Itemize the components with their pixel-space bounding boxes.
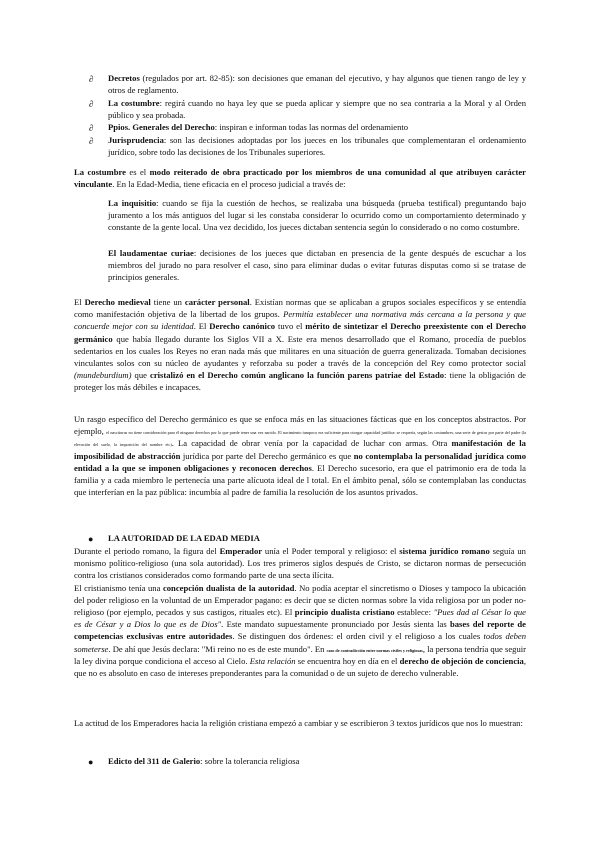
paragraph-laudamentae: El laudamentae curiae: decisiones de los jueces que dictaban en presencia de la gente después de escuchar a los miembros del jurado no para resolver el caso, sino para eliminar dudas o evitar futuras disputas como si se tratase de principios generales. [108,248,527,283]
bullet-jurisprudencia: Jurisprudencia: son las decisiones adoptadas por los jueces en los tribunales que complementaran el ordenamiento jurídico, sobre todo las decisiones de los Tribunales superiores. [108,135,526,158]
bullet-edicto: Edicto del 311 de Galerio: sobre la tolerancia religiosa [108,756,300,766]
footnote-inline-text: el nasciturus no tiene consideración para él ninguno derechos por lo que puede tener una vez nacido. El nacimiento tampoco era suficiente para otorgar capacidad jurídica: se requería, según las costumbres, una serie de gestos por parte del padre (la elevación del suelo, la imposición del nombre etc) [74,430,526,448]
paragraph-derecho-germanico: Un rasgo específico del Derecho germánico es que se enfoca más en las situaciones fácticas que en los conceptos abstractos. Por ejemplo, el nasciturus no tiene consideración para él ninguno derechos por lo que puede tener una vez nacido. El nacimiento tampoco era suficiente para otorgar capacidad jurídica: se requería, según las costumbres, una serie de gestos por parte del padre (la elevación del suelo, la imposición del nombre etc). La capacidad de obrar venía por la capacidad de luchar con armas. Otra manifestación de la imposibilidad de abstracción jurídica por parte del Derecho germánico es que no contemplaba la personalidad jurídica como entidad a la que se imponen obligaciones y reconocen derechos. El Derecho sucesorio, era que el patrimonio era de toda la familia y a cada miembro le pertenecía una parte alícuota ideal de l total. En el ámbito penal, sólo se contemplaban las conductas que interferían en la paz pública: incumbía al padre de familia la resolución de los asuntos privados. [74,414,527,498]
section-heading: LA AUTORIDAD DE LA EDAD MEDIA [108,533,260,543]
paragraph-costumbre: La costumbre es el modo reiterado de obra practicado por los miembros de una comunidad al que atribuyen carácter vinculante. En la Edad-Media, tiene eficacia en el proceso judicial a través de: [74,167,526,190]
round-bullet: ● [88,757,94,767]
paragraph-inquisitio: La inquisitio: cuando se fija la cuestión de hechos, se realizaba una búsqueda (prueba testifical) preguntando bajo juramento a los más antiguos del lugar si les constaba considerar lo ocurrido como un comportamiento determinado y constante de la gente local. Una vez decidido, los jueces dictaban sentencia según lo considerado o no como costumbre. [108,198,526,233]
superscript-note: caso de contradicción entre normas civiles y religiosas [326,647,423,653]
bullet-marker: ∂ [89,99,94,109]
paragraph-autoridad: Durante el periodo romano, la figura del Emperador unía el Poder temporal y religioso: el sistema jurídico romano seguía un monismo político-religioso (una sola autoridad). Los tres primeros siglos después de Cristo, se dictaron normas de persecución contra los cristianos considerados como formando parte de una secta ilícita. El cristianismo tenía una concepción dualista de la autoridad. No podía aceptar el sincretismo o Dioses y tampoco la ubicación del poder religioso en la voluntad de un Emperador pagano: es decir que se dicten normas sobre la vida religiosa por un poder no-religioso (por ejemplo, pecados y sus castigos, rituales etc). El principio dualista cristiano establece: "Pues dad al César lo que es de César y a Dios lo que es de Dios". Este mandato supuestamente pronunciado por Jesús sienta las bases del reporte de competencias exclusivas entre autoridades. Se distinguen dos órdenes: el orden civil y el religioso a los cuales todos deben someterse. De ahí que Jesús declara: "Mi reino no es de este mundo". En caso de contradicción entre normas civiles y religiosas, la persona tendría que seguir la ley divina porque condiciona el acceso al Cielo. Esta relación se encuentra hoy en día en el derecho de objeción de conciencia, que no es absoluto en caso de intereses preponderantes para la comunidad o de un sujeto de derecho vulnerable. [74,546,526,679]
paragraph-derecho-medieval: El Derecho medieval tiene un carácter personal. Existían normas que se aplicaban a grupos sociales específicos y se entendía como manifestación objetiva de la libertad de los grupos. Permitía establecer una normativa más cercana a la persona y que concuerde mejor con su identidad. El Derecho canónico tuvo el mérito de sintetizar el Derecho preexistente con el Derecho germánico que había llegado durante los Siglos VII a X. Este era menos desarrollado que el Romano, procedía de pueblos sedentarios en los cuales los Reyes no eran nada más que militares en una situación de guerra generalizada. Tomaban decisiones vinculantes solos con su núcleo de ayudantes y reforzaba su poder a través de la concepción del Rey como protector social (mundeburdium) que cristalizó en el Derecho común anglicano la función parens patriae del Estado: tiene la obligación de proteger los más débiles e incapaces. [74,297,526,393]
bullet-marker: ∂ [89,136,94,146]
bullet-ppios: Ppios. Generales del Derecho: inspiran e informan todas las normas del ordenamiento [108,122,409,132]
bullet-decretos: Decretos (regulados por art. 82-85): son decisiones que emanan del ejecutivo, y hay algunos que tienen rango de ley y otros de reglamento. [108,73,526,96]
bullet-marker: ∂ [89,123,94,133]
round-bullet: ● [88,534,94,544]
bullet-costumbre: La costumbre: regirá cuando no haya ley que se pueda aplicar y siempre que no sea contraria a la Moral y al Orden público y sea probada. [108,98,527,121]
paragraph-actitud: La actitud de los Emperadores hacia la religión cristiana empezó a cambiar y se escribieron 3 textos jurídicos que nos lo muestran: [74,718,523,728]
bullet-marker: ∂ [89,74,94,84]
